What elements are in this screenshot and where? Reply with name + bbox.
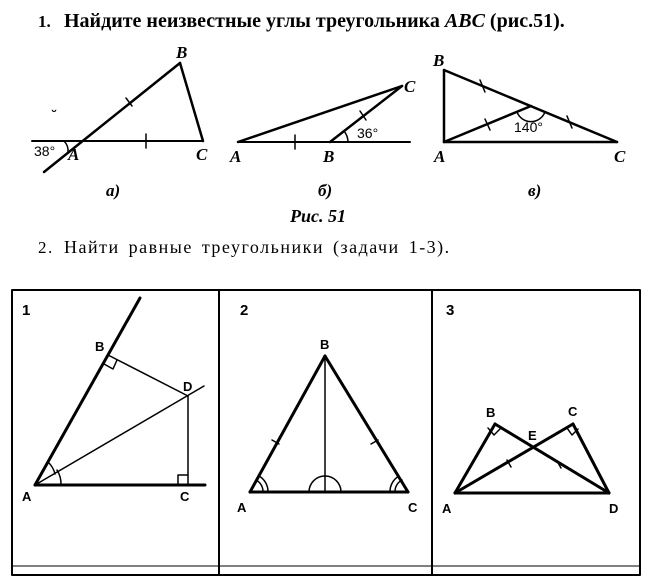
p3-label-d: D bbox=[609, 501, 619, 516]
problem-1-number: 1 bbox=[22, 302, 31, 319]
task-2-text: Найти равные треугольники (задачи 1-3). bbox=[64, 237, 451, 257]
p2-side-bc bbox=[325, 356, 408, 492]
figure-51b bbox=[238, 86, 410, 149]
p2-side-ab bbox=[250, 356, 325, 492]
figure-51-labels bbox=[34, 43, 626, 226]
p3-label-e: E bbox=[528, 428, 537, 443]
p1-ray-ab bbox=[35, 298, 140, 485]
p1-segment-bd bbox=[108, 355, 188, 396]
p3-label-c: C bbox=[568, 404, 578, 419]
problem-3-number: 3 bbox=[446, 302, 455, 319]
fig-b-label-a: A bbox=[230, 147, 242, 166]
fig-a-stray-mark: ˘ bbox=[52, 107, 57, 123]
p1-label-a: A bbox=[22, 489, 32, 504]
fig-a-side-ab bbox=[44, 63, 180, 172]
problem-2-number: 2 bbox=[240, 302, 249, 319]
fig-a-label-c: C bbox=[196, 145, 208, 164]
fig-c-label-c: C bbox=[614, 147, 626, 166]
p1-label-c: C bbox=[180, 489, 190, 504]
fig-b-angle-label: 36° bbox=[357, 125, 379, 141]
p3-label-a: A bbox=[442, 501, 452, 516]
figure-51a bbox=[32, 63, 203, 172]
p1-angle-arc-2 bbox=[48, 462, 55, 474]
fig-a-side-bc bbox=[180, 63, 203, 141]
p1-angle-arc-1 bbox=[57, 470, 61, 485]
fig-b-label-c: C bbox=[404, 77, 416, 96]
figure-51-caption: Рис. 51 bbox=[290, 206, 346, 226]
problem-2-figure bbox=[250, 356, 408, 492]
p1-label-d: D bbox=[183, 379, 193, 394]
task-1-text-before: Найдите неизвестные углы треугольника bbox=[64, 10, 445, 32]
problem-1-figure bbox=[35, 298, 205, 485]
fig-c-sublabel: в) bbox=[528, 181, 542, 200]
p3-label-b: B bbox=[486, 405, 496, 420]
fig-a-sublabel: а) bbox=[106, 181, 121, 200]
fig-b-label-b: B bbox=[323, 147, 335, 166]
fig-a-label-a: A bbox=[68, 145, 80, 164]
p2-label-b: B bbox=[320, 337, 330, 352]
fig-a-angle-label: 38° bbox=[34, 143, 56, 159]
fig-a-label-b: B bbox=[176, 43, 188, 62]
p2-label-a: A bbox=[237, 500, 247, 515]
p1-label-b: B bbox=[95, 339, 105, 354]
task-1-number: 1. bbox=[38, 12, 51, 31]
p2-label-c: C bbox=[408, 500, 418, 515]
task-1-text-after: (рис.51). bbox=[484, 10, 565, 32]
p1-bisector-ad bbox=[35, 386, 204, 485]
fig-c-label-a: A bbox=[434, 147, 446, 166]
task-1-triangle-name: ABC bbox=[444, 10, 485, 32]
fig-c-label-b: B bbox=[433, 51, 445, 70]
task-2-number: 2. bbox=[38, 238, 54, 257]
fig-c-angle-label: 140° bbox=[514, 119, 543, 135]
problem-table-border bbox=[12, 290, 640, 575]
fig-b-angle-arc bbox=[344, 131, 348, 142]
fig-b-sublabel: б) bbox=[318, 181, 333, 200]
